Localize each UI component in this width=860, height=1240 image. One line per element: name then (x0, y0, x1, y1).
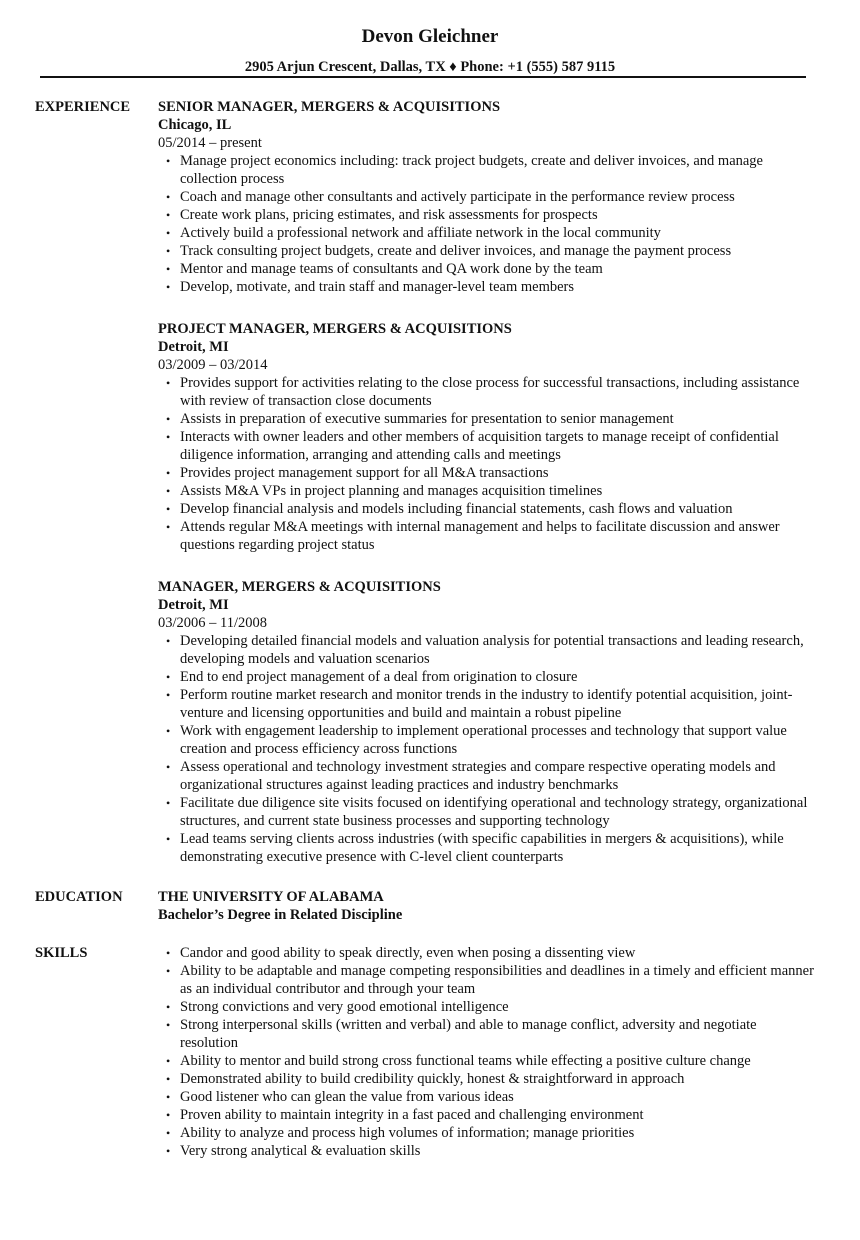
header-divider (40, 76, 806, 78)
bullet-item: • Develop financial analysis and models including financial statements, cash flows and valuation (180, 500, 818, 518)
job-bullets (158, 374, 818, 554)
bullet-item: • Attends regular M&A meetings with internal management and helps to facilitate discussion and answer questions regarding project status (180, 518, 818, 554)
degree: Bachelor’s Degree in Related Discipline (158, 907, 403, 923)
skills-list (158, 944, 818, 1160)
bullet-item: • Assess operational and technology investment strategies and compare respective operating models and organizational structures against leading practices and industry benchmarks (180, 758, 818, 794)
bullet-item: • Facilitate due diligence site visits focused on identifying operational and technology strategy, organizational structures, and current state business processes and supporting technology (180, 794, 818, 830)
skill-item: • Good listener who can glean the value from various ideas (180, 1088, 818, 1106)
section-label: SKILLS (35, 945, 88, 961)
bullet-item: • Mentor and manage teams of consultants and QA work done by the team (180, 260, 818, 278)
skill-item: • Ability to analyze and process high volumes of information; manage priorities (180, 1124, 818, 1142)
bullet-item: • Perform routine market research and monitor trends in the industry to identify potential acquisition, joint-venture and licensing opportunities and build and maintain a robust pipeline (180, 686, 818, 722)
job-dates: 05/2014 – present (158, 135, 262, 151)
contact-line: 2905 Arjun Crescent, Dallas, TX ♦ Phone: +1 (555) 587 9115 (244, 59, 616, 75)
bullet-item: • Create work plans, pricing estimates, and risk assessments for prospects (180, 206, 818, 224)
bullet-item: • Coach and manage other consultants and actively participate in the performance review process (180, 188, 818, 206)
job-bullets (158, 152, 818, 296)
bullet-item: • Lead teams serving clients across industries (with specific capabilities in mergers & acquisitions), while demonstrating executive presence with C-level client counterparts (180, 830, 818, 866)
bullet-item: • Manage project economics including: track project budgets, create and deliver invoices, and manage collection process (180, 152, 818, 188)
skill-item: • Proven ability to maintain integrity in a fast paced and challenging environment (180, 1106, 818, 1124)
resume-name: Devon Gleichner (361, 26, 499, 47)
bullet-item: • Interacts with owner leaders and other members of acquisition targets to manage receipt of confidential diligence information, arranging and attending calls and meetings (180, 428, 818, 464)
job-title: PROJECT MANAGER, MERGERS & ACQUISITIONS (158, 321, 512, 337)
bullet-item: • Provides support for activities relating to the close process for successful transactions, including assistance with review of transaction close documents (180, 374, 818, 410)
skill-item: • Ability to be adaptable and manage competing responsibilities and deadlines in a timely and efficient manner as an individual contributor and through your team (180, 962, 818, 998)
school-name: THE UNIVERSITY OF ALABAMA (158, 889, 384, 905)
skills-section (35, 944, 825, 1160)
bullet-item: • Work with engagement leadership to implement operational processes and technology that support value creation and process efficiency across functions (180, 722, 818, 758)
bullet-item: • Provides project management support for all M&A transactions (180, 464, 818, 482)
bullet-item: • Assists M&A VPs in project planning and manages acquisition timelines (180, 482, 818, 500)
job-title: SENIOR MANAGER, MERGERS & ACQUISITIONS (158, 99, 501, 115)
experience-list (158, 98, 818, 866)
skill-item: • Strong convictions and very good emotional intelligence (180, 998, 818, 1016)
bullet-item: • Actively build a professional network and affiliate network in the local community (180, 224, 818, 242)
job-entry (158, 578, 818, 866)
bullet-item: • End to end project management of a deal from origination to closure (180, 668, 818, 686)
job-location: Detroit, MI (158, 597, 229, 613)
job-dates: 03/2009 – 03/2014 (158, 357, 268, 373)
job-entry (158, 98, 818, 296)
skill-item: • Very strong analytical & evaluation skills (180, 1142, 818, 1160)
skill-item: • Demonstrated ability to build credibility quickly, honest & straightforward in approach (180, 1070, 818, 1088)
bullet-item: • Develop, motivate, and train staff and manager-level team members (180, 278, 818, 296)
job-location: Chicago, IL (158, 117, 232, 133)
job-bullets (158, 632, 818, 866)
bullet-item: • Track consulting project budgets, create and deliver invoices, and manage the payment process (180, 242, 818, 260)
job-entry (158, 320, 818, 554)
job-dates: 03/2006 – 11/2008 (158, 615, 268, 631)
education-section (35, 888, 825, 924)
section-label: EXPERIENCE (35, 99, 131, 115)
bullet-item: • Developing detailed financial models and valuation analysis for potential transactions and leading research, developing models and valuation scenarios (180, 632, 818, 668)
job-title: MANAGER, MERGERS & ACQUISITIONS (158, 579, 441, 595)
experience-section (35, 98, 825, 890)
section-label: EDUCATION (35, 889, 123, 905)
skill-item: • Ability to mentor and build strong cross functional teams while effecting a positive culture change (180, 1052, 818, 1070)
skill-item: • Strong interpersonal skills (written and verbal) and able to manage conflict, adversity and negotiate resolution (180, 1016, 818, 1052)
job-location: Detroit, MI (158, 339, 229, 355)
bullet-item: • Assists in preparation of executive summaries for presentation to senior management (180, 410, 818, 428)
skill-item: • Candor and good ability to speak directly, even when posing a dissenting view (180, 944, 818, 962)
